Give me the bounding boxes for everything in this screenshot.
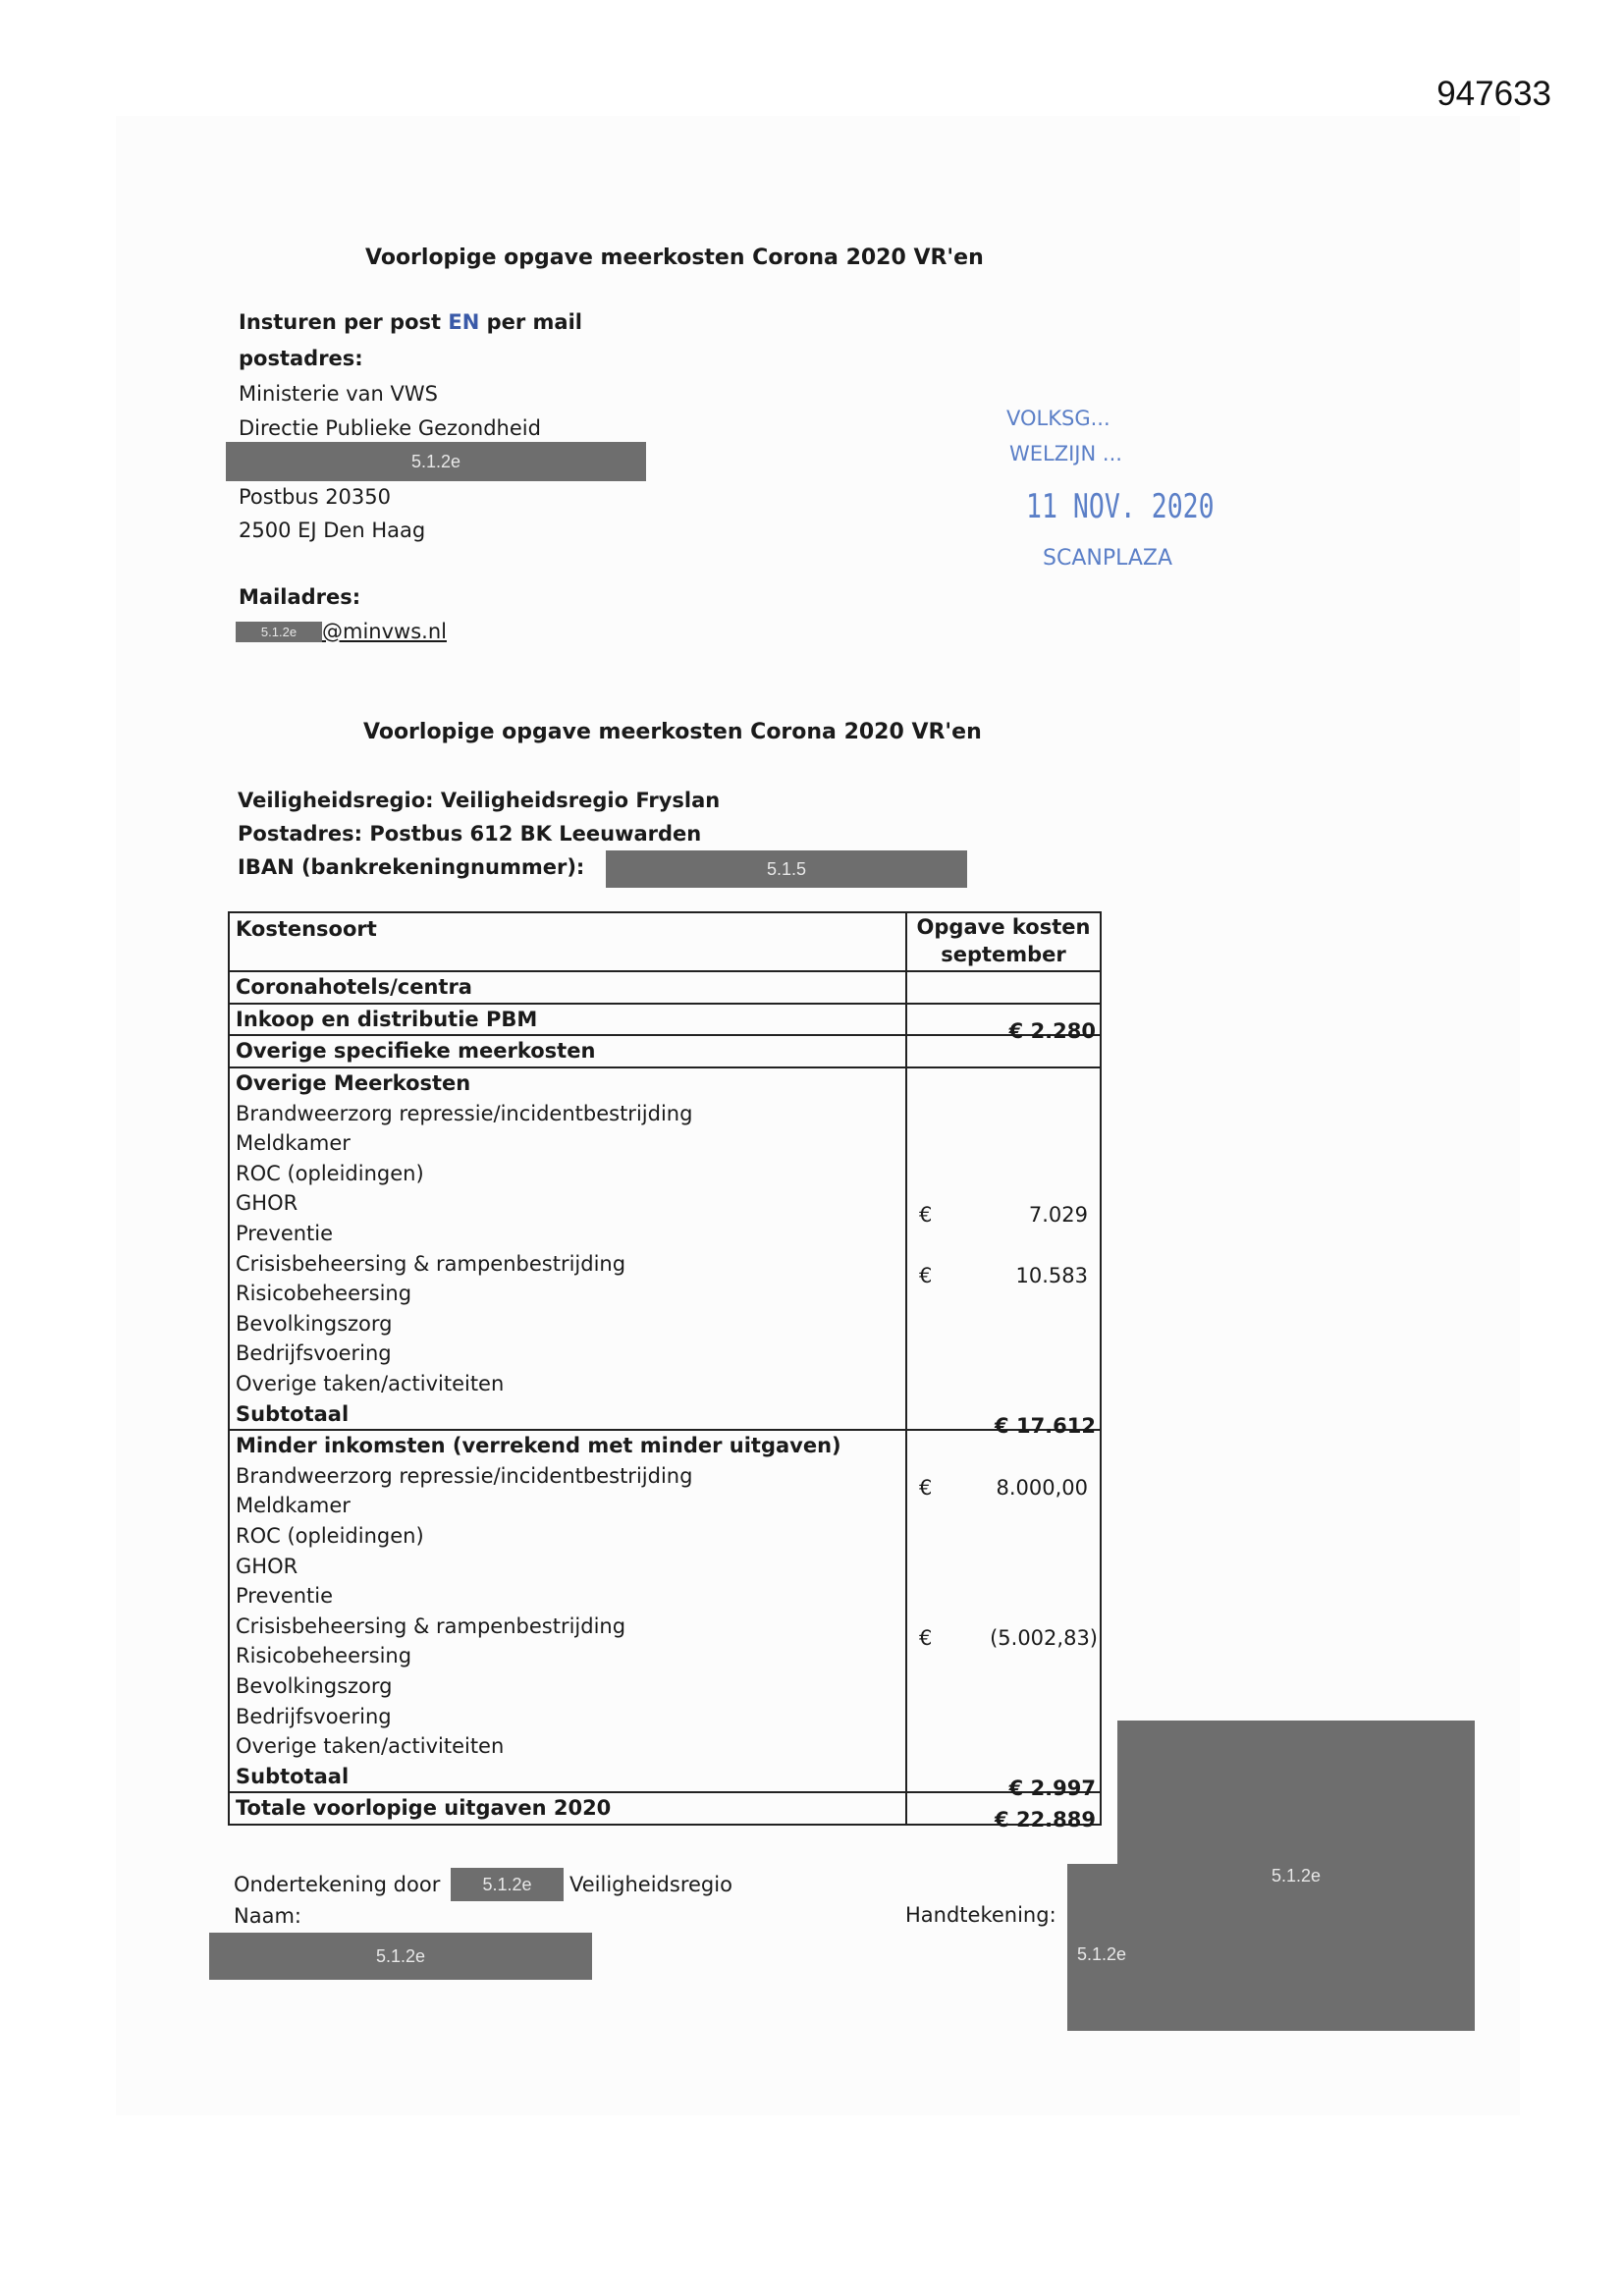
- currency-sign: €: [919, 1203, 933, 1228]
- subtotal-row: [229, 1761, 1101, 1792]
- amount-value: 10.583: [1015, 1263, 1088, 1287]
- signed-by-post: Veiligheidsregio: [569, 1873, 732, 1896]
- table-row: [229, 1067, 1101, 1099]
- header-kostensoort: Kostensoort: [229, 912, 906, 971]
- stamp-date: 11 NOV. 2020: [1026, 487, 1215, 526]
- row-pbm-amount: [906, 1004, 1101, 1043]
- overige-item-label: Brandweerzorg repressie/incidentbestrijding: [229, 1098, 906, 1128]
- name-label: Naam:: [234, 1904, 301, 1928]
- overige-item-label: GHOR: [229, 1188, 906, 1219]
- header-opgave-line1: Opgave kosten: [916, 915, 1091, 939]
- overige-item-amount: [906, 1128, 1101, 1159]
- overige-item-amount: [906, 1369, 1101, 1399]
- header-opgave: [906, 912, 1101, 971]
- region-line: [238, 789, 720, 812]
- address-line-1: Ministerie van VWS: [239, 382, 438, 406]
- overige-item-amount: [906, 1248, 1101, 1287]
- list-item: [229, 1309, 1101, 1339]
- document-number: 947633: [1436, 75, 1551, 113]
- list-item: [229, 1279, 1101, 1309]
- list-item: [229, 1098, 1101, 1128]
- overige-item-amount: [906, 1339, 1101, 1369]
- postal-label: postadres:: [239, 347, 363, 370]
- minder-item-label: Overige taken/activiteiten: [229, 1731, 906, 1762]
- redaction-box-name: 5.1.2e: [209, 1933, 592, 1980]
- overige-item-label: Overige taken/activiteiten: [229, 1369, 906, 1399]
- list-item: [229, 1128, 1101, 1159]
- overige-item-label: Meldkamer: [229, 1128, 906, 1159]
- table-row: [229, 1035, 1101, 1067]
- amount-value: 7.029: [1028, 1203, 1088, 1228]
- signature-label: Handtekening:: [905, 1903, 1056, 1927]
- send-instructions-en: EN: [448, 310, 480, 334]
- cost-table: [228, 911, 1102, 1832]
- amount-value: (5.002,83): [990, 1625, 1098, 1650]
- minder-item-amount: [906, 1641, 1101, 1671]
- subtotal-label: Subtotaal: [229, 1761, 906, 1792]
- minder-item-label: Bevolkingszorg: [229, 1671, 906, 1702]
- minder-item-label: Crisisbeheersing & rampenbestrijding: [229, 1611, 906, 1641]
- list-item: [229, 1551, 1101, 1581]
- list-item: [229, 1159, 1101, 1189]
- minder-item-amount: [906, 1491, 1101, 1521]
- table-row: [229, 1004, 1101, 1036]
- row-overige-specifiek: Overige specifieke meerkosten: [229, 1035, 906, 1067]
- minder-item-amount: [906, 1701, 1101, 1731]
- minder-item-amount: [906, 1671, 1101, 1702]
- region-label: Veiligheidsregio:: [238, 789, 434, 812]
- amount-value: 8.000,00: [996, 1475, 1088, 1500]
- mail-label: Mailadres:: [239, 585, 361, 609]
- overige-item-amount: [906, 1098, 1101, 1128]
- page-title: Voorlopige opgave meerkosten Corona 2020 VR'en: [365, 246, 984, 270]
- list-item: [229, 1248, 1101, 1279]
- total-label: Totale voorlopige uitgaven 2020: [229, 1792, 906, 1825]
- overige-item-amount: [906, 1279, 1101, 1309]
- redaction-box-signer: 5.1.2e: [451, 1868, 564, 1901]
- minder-item-label: Risicobeheersing: [229, 1641, 906, 1671]
- redaction-box-mail: 5.1.2e: [236, 622, 322, 642]
- list-item: [229, 1731, 1101, 1762]
- table-header-row: [229, 912, 1101, 971]
- subtotal-amount: € 17.612: [995, 1413, 1096, 1438]
- stamp-line-2: WELZIJN ...: [1009, 442, 1122, 465]
- subtotal-amount-cell: [906, 1398, 1101, 1438]
- minder-item-amount: [906, 1461, 1101, 1500]
- list-item: [229, 1671, 1101, 1702]
- row-pbm: Inkoop en distributie PBM: [229, 1004, 906, 1036]
- row-coronahotels: Coronahotels/centra: [229, 971, 906, 1004]
- redaction-box: 5.1.2e: [226, 442, 646, 481]
- minder-item-amount: [906, 1521, 1101, 1552]
- header-opgave-line2: september: [941, 943, 1066, 966]
- redaction-box-signature: 5.1.2e: [1117, 1721, 1475, 2031]
- overige-item-label: Bedrijfsvoering: [229, 1339, 906, 1369]
- overige-item-label: Crisisbeheersing & rampenbestrijding: [229, 1248, 906, 1279]
- overige-item-amount: [906, 1188, 1101, 1228]
- overige-item-label: ROC (opleidingen): [229, 1159, 906, 1189]
- list-item: [229, 1188, 1101, 1219]
- subtotal-amount-cell: [906, 1761, 1101, 1800]
- iban-label: IBAN (bankrekeningnummer):: [238, 855, 585, 879]
- section-minder-inkomsten: Minder inkomsten (verrekend met minder uitgaven): [229, 1430, 906, 1461]
- pbm-amount: € 2.280: [1008, 1018, 1096, 1043]
- section-overige-amount: [906, 1067, 1101, 1099]
- list-item: [229, 1611, 1101, 1641]
- list-item: [229, 1521, 1101, 1552]
- signed-by-pre: Ondertekening door: [234, 1873, 441, 1896]
- send-instructions-post: per mail: [479, 310, 582, 334]
- section-overige-meerkosten: Overige Meerkosten: [229, 1067, 906, 1099]
- minder-item-label: ROC (opleidingen): [229, 1521, 906, 1552]
- region-value: Veiligheidsregio Fryslan: [440, 789, 721, 812]
- redaction-box-signature-2: 5.1.2e: [1067, 1864, 1140, 2031]
- currency-sign: €: [919, 1475, 933, 1500]
- overige-item-amount: [906, 1159, 1101, 1189]
- list-item: [229, 1219, 1101, 1249]
- list-item: [229, 1641, 1101, 1671]
- row-overige-specifiek-amount: [906, 1035, 1101, 1067]
- subtotal-row: [229, 1398, 1101, 1430]
- minder-item-label: Bedrijfsvoering: [229, 1701, 906, 1731]
- minder-item-amount: [906, 1581, 1101, 1612]
- redaction-box-iban: 5.1.5: [606, 850, 967, 888]
- minder-item-label: Brandweerzorg repressie/incidentbestrijding: [229, 1461, 906, 1492]
- list-item: [229, 1701, 1101, 1731]
- minder-item-amount: [906, 1731, 1101, 1762]
- list-item: [229, 1461, 1101, 1492]
- form-title: Voorlopige opgave meerkosten Corona 2020 VR'en: [363, 720, 982, 744]
- address-line-3: Postbus 20350: [239, 485, 391, 509]
- stamp-line-3: SCANPLAZA: [1043, 546, 1173, 571]
- region-postal-label: Postadres:: [238, 822, 363, 846]
- row-coronahotels-amount: [906, 971, 1101, 1004]
- minder-item-amount: [906, 1551, 1101, 1581]
- address-line-4: 2500 EJ Den Haag: [239, 519, 426, 542]
- region-postal-line: [238, 822, 701, 846]
- list-item: [229, 1581, 1101, 1612]
- overige-item-amount: [906, 1309, 1101, 1339]
- minder-item-label: Preventie: [229, 1581, 906, 1612]
- overige-item-label: Preventie: [229, 1219, 906, 1249]
- list-item: [229, 1369, 1101, 1399]
- minder-item-label: Meldkamer: [229, 1491, 906, 1521]
- list-item: [229, 1491, 1101, 1521]
- stamp-line-1: VOLKSG...: [1006, 407, 1110, 430]
- overige-item-label: Risicobeheersing: [229, 1279, 906, 1309]
- list-item: [229, 1339, 1101, 1369]
- total-amount: € 22.889: [995, 1808, 1096, 1832]
- send-instructions: [239, 310, 582, 334]
- mail-address-link[interactable]: @minvws.nl: [322, 620, 447, 643]
- table-row: [229, 971, 1101, 1004]
- subtotal-label: Subtotaal: [229, 1398, 906, 1430]
- minder-item-amount: [906, 1611, 1101, 1650]
- minder-item-label: GHOR: [229, 1551, 906, 1581]
- currency-sign: €: [919, 1263, 933, 1287]
- overige-item-label: Bevolkingszorg: [229, 1309, 906, 1339]
- address-line-2: Directie Publieke Gezondheid: [239, 416, 541, 440]
- currency-sign: €: [919, 1625, 933, 1650]
- total-amount-cell: [906, 1792, 1101, 1832]
- overige-item-amount: [906, 1219, 1101, 1249]
- total-row: [229, 1792, 1101, 1825]
- region-postal-value: Postbus 612 BK Leeuwarden: [369, 822, 702, 846]
- section-minder-amount: [906, 1430, 1101, 1461]
- subtotal-amount: € 2.997: [1008, 1776, 1096, 1800]
- send-instructions-pre: Insturen per post: [239, 310, 449, 334]
- table-row: [229, 1430, 1101, 1461]
